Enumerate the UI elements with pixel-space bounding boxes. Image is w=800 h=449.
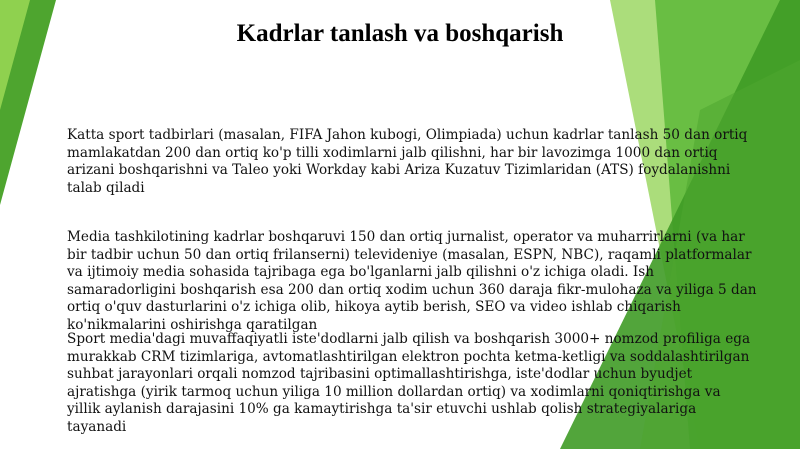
paragraph-recruitment: Katta sport tadbirlari (masalan, FIFA Jahon kubogi, Olimpiada) uchun kadrlar tanlash 50 dan ortiq mamlakatdan 200 dan ortiq ko'p tilli xodimlarni jalb qilishni, har bir lavozimga 1000 dan ortiq arizani boshqarishni va Taleo yoki Workday kabi Ariza Kuzatuv Tizimlaridan (ATS) foydalanishni talab qiladi: [67, 127, 748, 196]
paragraph-media-hr: Media tashkilotining kadrlar boshqaruvi 150 dan ortiq jurnalist, operator va muharrirlarni (va har bir tadbir uchun 50 dan ortiq frilanserni) televideniye (masalan, ESPN, NBC), raqamli platformalar va ijtimoiy media sohasida tajribaga ega bo'lganlarni jalb qilishni o'z ichiga oladi. Ish samaradorligini boshqarish esa 200 dan ortiq xodim uchun 360 daraja fikr-mulohaza va yiliga 5 dan ortiq o'quv dasturlarini o'z ichiga olib, hikoya aytib berish, SEO va video ishlab chiqarish ko'nikmalarini oshirishga qaratilgan: [67, 229, 757, 333]
slide-title: Kadrlar tanlash va boshqarish: [236, 20, 564, 47]
paragraph-talent-management: Sport media'dagi muvaffaqiyatli iste'dodlarni jalb qilish va boshqarish 3000+ nomzod profiliga ega murakkab CRM tizimlariga, avtomatlashtirilgan elektron pochta ketma-ketligi va soddalashtirilgan suhbat jarayonlari orqali nomzod tajribasini optimallashtirishga, iste'dodlar uchun byudjet ajratishga (yirik tarmoq uchun yiliga 10 million dollardan ortiq) va xodimlarni qoniqtirishga va yillik aylanish darajasini 10% ga kamaytirishga ta'sir etuvchi ushlab qolish strategiyalariga tayanadi: [67, 331, 751, 435]
